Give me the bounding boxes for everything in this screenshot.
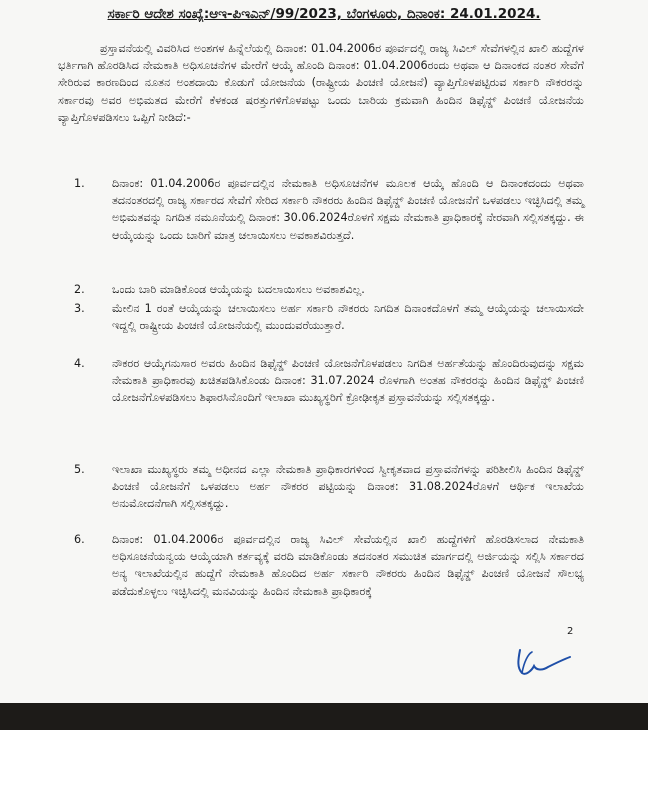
list-item (74, 355, 584, 461)
item-number: 4. (74, 357, 85, 370)
item-number: 3. (74, 302, 85, 315)
item-number: 5. (74, 463, 85, 476)
item-text: ಒಂದು ಬಾರಿ ಮಾಡಿಕೊಂಡ ಆಯ್ಕೆಯನ್ನು ಬದಲಾಯಿಸಲು ಅವಕಾಶವಿಲ್ಲ. (112, 283, 365, 296)
signature-mark (508, 640, 578, 680)
item-text: ಮೇಲಿನ 1 ರಂತೆ ಆಯ್ಕೆಯನ್ನು ಚಲಾಯಿಸಲು ಅರ್ಹ ಸರ್ಕಾರಿ ನೌಕರರು ನಿಗದಿತ ದಿನಾಂಕದೊಳಗೆ ತಮ್ಮ ಆಯ್ಕೆಯನ್ನು ಚಲಾಯಿಸದೇ ಇದ್ದಲ್ಲಿ ರಾಷ್ಟ್ರೀಯ ಪಿಂಚಣಿ ಯೋಜನೆಯಲ್ಲಿ ಮುಂದುವರೆಯುತ್ತಾರೆ. (112, 302, 584, 333)
list-item (74, 281, 584, 300)
item-number: 2. (74, 283, 85, 296)
order-title: ಸರ್ಕಾರಿ ಆದೇಶ ಸಂಖ್ಯೆ:ಆಇ-ಪಿಇಎನ್/99/2023, ಬೆಂಗಳೂರು, ದಿನಾಂಕ: 24.01.2024. (107, 6, 541, 22)
conditions-list (74, 175, 584, 635)
item-number: 6. (74, 533, 85, 546)
list-item (74, 175, 584, 281)
list-item (74, 531, 584, 635)
item-number: 1. (74, 177, 85, 190)
dark-band (0, 703, 648, 730)
item-text: ದಿನಾಂಕ: 01.04.2006ರ ಪೂರ್ವದಲ್ಲಿನ ನೇಮಕಾತಿ ಅಧಿಸೂಚನೆಗಳ ಮೂಲಕ ಆಯ್ಕೆ ಹೊಂದಿ ಆ ದಿನಾಂಕದಂದು ಅಥವಾ ತದನಂತರದಲ್ಲಿ ರಾಜ್ಯ ಸರ್ಕಾರದ ಸೇವೆಗೆ ಸೇರಿದ ಸರ್ಕಾರಿ ನೌಕರರು ಹಿಂದಿನ ಡಿಫೈನ್ಡ್ ಪಿಂಚಣಿ ಯೋಜನೆಗೆ ಒಳಪಡಲು ಇಚ್ಛಿಸಿದಲ್ಲಿ ತಮ್ಮ ಅಭಿಮತವನ್ನು ನಿಗದಿತ ನಮೂನೆಯಲ್ಲಿ ದಿನಾಂಕ: 30.06.2024ರೊಳಗೆ ಸಕ್ಷಮ ನೇಮಕಾತಿ ಪ್ರಾಧಿಕಾರಕ್ಕೆ ನೇರವಾಗಿ ಸಲ್ಲಿಸತಕ್ಕದ್ದು. ಈ ಆಯ್ಕೆಯನ್ನು ಒಂದು ಬಾರಿಗೆ ಮಾತ್ರ ಚಲಾಯಿಸಲು ಅವಕಾಶವಿರುತ್ತದೆ. (112, 177, 584, 242)
list-item (74, 461, 584, 531)
list-item (74, 300, 584, 355)
item-text: ದಿನಾಂಕ: 01.04.2006ರ ಪೂರ್ವದಲ್ಲಿನ ರಾಜ್ಯ ಸಿವಿಲ್ ಸೇವೆಯಲ್ಲಿನ ಖಾಲಿ ಹುದ್ದೆಗಳಿಗೆ ಹೊರಡಿಸಲಾದ ನೇಮಕಾತಿ ಅಧಿಸೂಚನೆಯನ್ವಯ ಆಯ್ಕೆಯಾಗಿ ಕರ್ತವ್ಯಕ್ಕೆ ವರದಿ ಮಾಡಿಕೊಂಡು ತದನಂತರ ಸಮುಚಿತ ಮಾರ್ಗದಲ್ಲಿ ಅರ್ಜಿಯನ್ನು ಸಲ್ಲಿಸಿ ಸರ್ಕಾರದ ಅನ್ಯ ಇಲಾಖೆಯಲ್ಲಿನ ಹುದ್ದೆಗೆ ನೇಮಕಾತಿ ಹೊಂದಿದ ಅರ್ಹ ಸರ್ಕಾರಿ ನೌಕರರು ಹಿಂದಿನ ಡಿಫೈನ್ಡ್ ಪಿಂಚಣಿ ಯೋಜನೆ ಸೌಲಭ್ಯ ಪಡೆದುಕೊಳ್ಳಲು ಇಚ್ಛಿಸಿದಲ್ಲಿ ಮನವಿಯನ್ನು ಹಿಂದಿನ ನೇಮಕಾತಿ ಪ್ರಾಧಿಕಾರಕ್ಕೆ (112, 533, 584, 598)
page-number: 2 (567, 626, 574, 637)
item-text: ನೌಕರರ ಆಯ್ಕೆಗನುಸಾರ ಅವರು ಹಿಂದಿನ ಡಿಫೈನ್ಡ್ ಪಿಂಚಣಿ ಯೋಜನೆಗೊಳಪಡಲು ನಿಗದಿತ ಅರ್ಹತೆಯನ್ನು ಹೊಂದಿರುವುದನ್ನು ಸಕ್ಷಮ ನೇಮಕಾತಿ ಪ್ರಾಧಿಕಾರವು ಖಚಿತಪಡಿಸಿಕೊಂಡು ದಿನಾಂಕ: 31.07.2024 ರೊಳಗಾಗಿ ಅಂತಹ ನೌಕರರನ್ನು ಹಿಂದಿನ ಡಿಫೈನ್ಡ್ ಪಿಂಚಣಿ ಯೋಜನೆಗೊಳಪಡಿಸಲು ಶಿಫಾರಸಿನೊಂದಿಗೆ ಇಲಾಖಾ ಮುಖ್ಯಸ್ಥರಿಗೆ ಕ್ರೋಢೀಕೃತ ಪ್ರಸ್ತಾವನೆಯನ್ನು ಸಲ್ಲಿಸತಕ್ಕದ್ದು. (112, 357, 584, 405)
blank-area (0, 730, 648, 800)
intro-paragraph: ಪ್ರಸ್ತಾವನೆಯಲ್ಲಿ ವಿವರಿಸಿದ ಅಂಶಗಳ ಹಿನ್ನೆಲೆಯಲ್ಲಿ ದಿನಾಂಕ: 01.04.2006ರ ಪೂರ್ವದಲ್ಲಿ ರಾಜ್ಯ ಸಿವಿಲ್ ಸೇವೆಗಳಲ್ಲಿನ ಖಾಲಿ ಹುದ್ದೆಗಳ ಭರ್ತಿಗಾಗಿ ಹೊರಡಿಸಿದ ನೇಮಕಾತಿ ಅಧಿಸೂಚನೆಗಳ ಮೇರೆಗೆ ಆಯ್ಕೆ ಹೊಂದಿ ದಿನಾಂಕ: 01.04.2006ರಂದು ಅಥವಾ ಆ ದಿನಾಂಕದ ನಂತರ ಸೇವೆಗೆ ಸೇರಿರುವ ಕಾರಣದಿಂದ ನೂತನ ಅಂಶದಾಯಿ ಕೊಡುಗೆ ಯೋಜನೆಯ (ರಾಷ್ಟ್ರೀಯ ಪಿಂಚಣಿ ಯೋಜನೆ) ವ್ಯಾಪ್ತಿಗೊಳಪಟ್ಟಿರುವ ಸರ್ಕಾರಿ ನೌಕರರನ್ನು ಸರ್ಕಾರವು ಅವರ ಅಭಿಮತದ ಮೇರೆಗೆ ಕೆಳಕಂಡ ಷರತ್ತುಗಳಿಗೊಳಪಟ್ಟು ಒಂದು ಬಾರಿಯ ಕ್ರಮವಾಗಿ ಹಿಂದಿನ ಡಿಫೈನ್ಡ್ ಪಿಂಚಣಿ ಯೋಜನೆಯ ವ್ಯಾಪ್ತಿಗೊಳಪಡಿಸಲು ಒಪ್ಪಿಗೆ ನೀಡಿದೆ:- (58, 42, 584, 124)
item-text: ಇಲಾಖಾ ಮುಖ್ಯಸ್ಥರು ತಮ್ಮ ಅಧೀನದ ಎಲ್ಲಾ ನೇಮಕಾತಿ ಪ್ರಾಧಿಕಾರಗಳಿಂದ ಸ್ವೀಕೃತವಾದ ಪ್ರಸ್ತಾವನೆಗಳನ್ನು ಪರಿಶೀಲಿಸಿ ಹಿಂದಿನ ಡಿಫೈನ್ಡ್ ಪಿಂಚಣಿ ಯೋಜನೆಗೆ ಒಳಪಡಲು ಅರ್ಹ ನೌಕರರ ಪಟ್ಟಿಯನ್ನು ದಿನಾಂಕ: 31.08.2024ರೊಳಗೆ ಆರ್ಥಿಕ ಇಲಾಖೆಯ ಅನುಮೋದನೆಗಾಗಿ ಸಲ್ಲಿಸತಕ್ಕದ್ದು. (112, 463, 584, 511)
